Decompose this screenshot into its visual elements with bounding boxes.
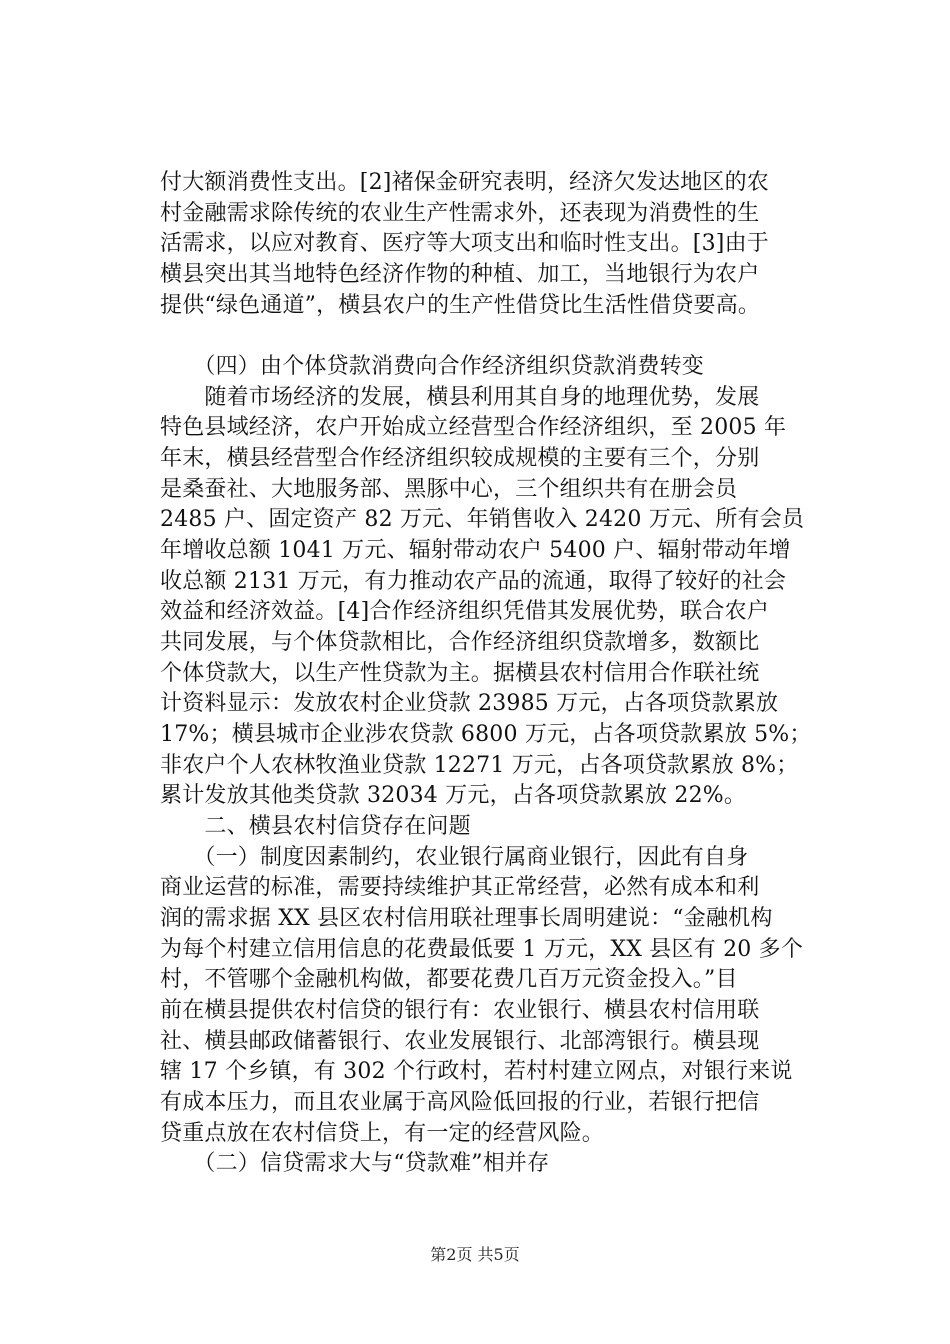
text-line: 有成本压力，而且农业属于高风险低回报的行业，若银行把信 (160, 1090, 760, 1115)
text-line: 2485 户、固定资产 82 万元、年销售收入 2420 万元、所有会员 (160, 507, 805, 533)
text-line: 前在横县提供农村信贷的银行有：农业银行、横县农村信用联 (160, 998, 760, 1023)
text-line: 横县突出其当地特色经济作物的种植、加工，当地银行为农户 (160, 262, 760, 287)
text-line: （一）制度因素制约，农业银行属商业银行，因此有自身 (160, 844, 749, 870)
text-line: 辖 17 个乡镇，有 302 个行政村，若村村建立网点，对银行来说 (160, 1059, 793, 1085)
section-heading: （四）由个体贷款消费向合作经济组织贷款消费转变 (160, 354, 705, 379)
text-line: 付大额消费性支出。[2]褚保金研究表明，经济欠发达地区的农 (160, 170, 769, 195)
text-line: 润的需求据 XX 县区农村信用联社理事长周明建说：“金融机构 (160, 906, 773, 931)
text-line: 活需求，以应对教育、医疗等大项支出和临时性支出。[3]由于 (160, 231, 769, 257)
text-line: 收总额 2131 万元，有力推动农产品的流通，取得了较好的社会 (160, 568, 787, 594)
section-heading: （二）信贷需求大与“贷款难”相并存 (160, 1151, 550, 1177)
text-line: 社、横县邮政储蓄银行、农业发展银行、北部湾银行。横县现 (160, 1028, 760, 1054)
text-line: 商业运营的标准，需要持续维护其正常经营，必然有成本和利 (160, 875, 760, 901)
text-line: 提供“绿色通道”，横县农户的生产性借贷比生活性借贷要高。 (160, 292, 761, 318)
text-line: 累计发放其他类贷款 32034 万元，占各项贷款累放 22%。 (160, 783, 747, 809)
text-line: 17%；横县城市企业涉农贷款 6800 万元，占各项贷款累放 5%； (160, 722, 812, 747)
text-line: 计资料显示：发放农村企业贷款 23985 万元，占各项贷款累放 (160, 691, 779, 717)
text-line: 随着市场经济的发展，横县利用其自身的地理优势，发展 (160, 384, 760, 410)
section-heading: 二、横县农村信贷存在问题 (160, 814, 471, 839)
text-line: 特色县域经济，农户开始成立经营型合作经济组织，至 2005 年 (160, 415, 787, 441)
text-line: 年末，横县经营型合作经济组织较成规模的主要有三个，分别 (160, 446, 760, 471)
text-line: 村，不管哪个金融机构做，都要花费几百万元资金投入。”目 (160, 967, 738, 993)
text-line: 共同发展，与个体贷款相比，合作经济组织贷款增多，数额比 (160, 630, 760, 655)
page-number-footer: 第2页 共5页 (430, 1245, 520, 1264)
text-line: 村金融需求除传统的农业生产性需求外，还表现为消费性的生 (160, 200, 760, 226)
text-line: 年增收总额 1041 万元、辐射带动农户 5400 户、辐射带动年增 (160, 538, 791, 563)
text-line: 贷重点放在农村信贷上，有一定的经营风险。 (160, 1120, 605, 1146)
text-line: 个体贷款大，以生产性贷款为主。据横县农村信用合作联社统 (160, 660, 760, 686)
text-line: 非农户个人农林牧渔业贷款 12271 万元，占各项贷款累放 8%； (160, 752, 799, 778)
text-line: 效益和经济效益。[4]合作经济组织凭借其发展优势，联合农户 (160, 599, 769, 625)
text-line: 为每个村建立信用信息的花费最低要 1 万元，XX 县区有 20 多个 (160, 936, 804, 962)
text-line: 是桑蚕社、大地服务部、黑豚中心，三个组织共有在册会员 (160, 476, 738, 502)
